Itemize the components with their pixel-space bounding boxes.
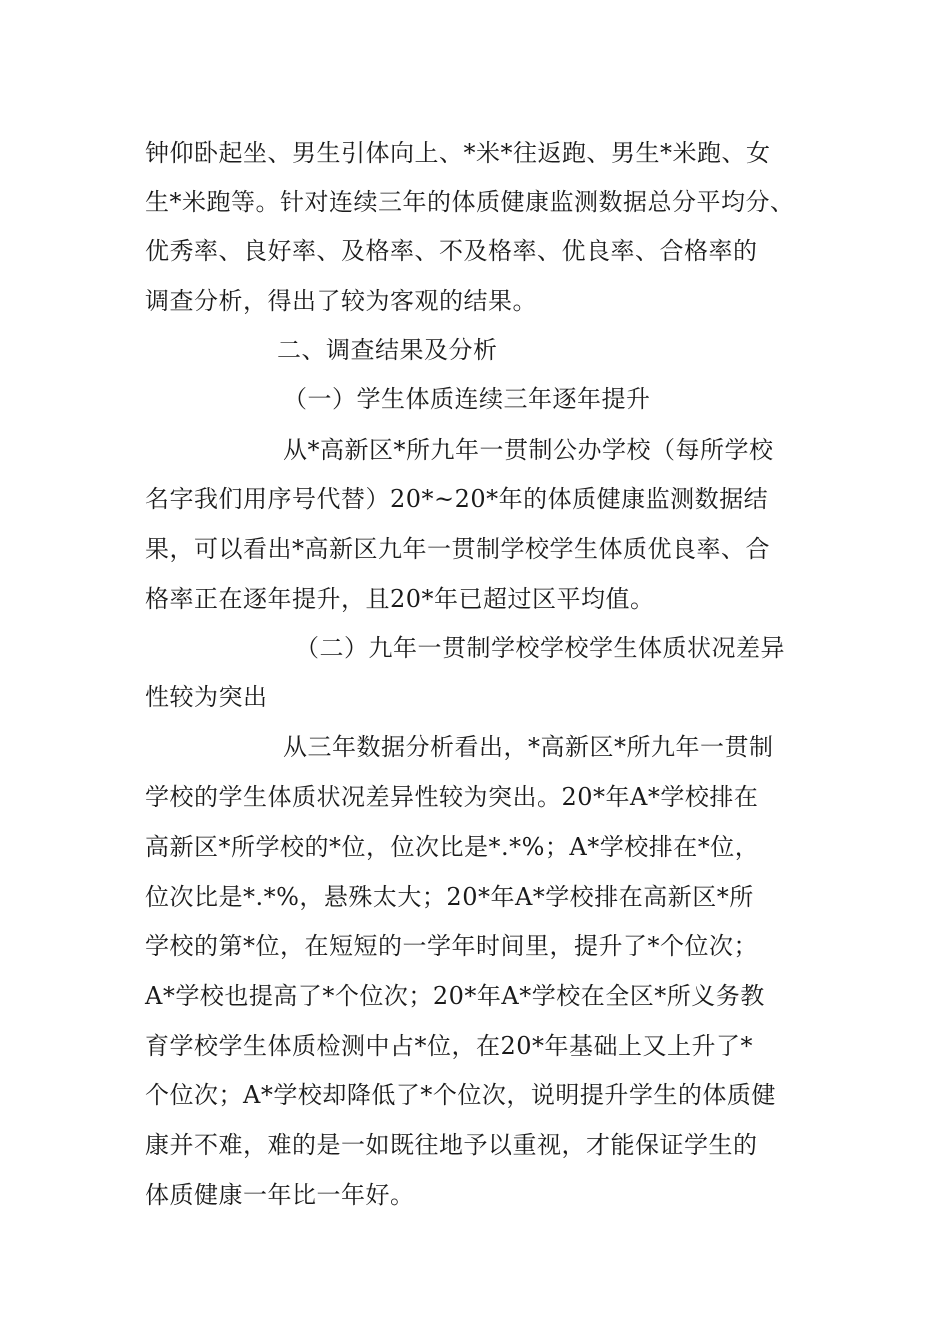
paragraph-line: 学校的第*位，在短短的一学年时间里，提升了*个位次；: [145, 932, 758, 960]
paragraph-line: 名字我们用序号代替）20*~20*年的体质健康监测数据结: [145, 485, 769, 513]
paragraph-line: 钟仰卧起坐、男生引体向上、*米*往返跑、男生*米跑、女: [145, 139, 771, 167]
paragraph-line: 果，可以看出*高新区九年一贯制学校学生体质优良率、合: [145, 535, 770, 563]
paragraph-line: 位次比是*.*%，悬殊太大；20*年A*学校排在高新区*所: [145, 883, 754, 911]
paragraph-line: A*学校也提高了*个位次；20*年A*学校在全区*所义务教: [145, 982, 765, 1010]
paragraph-line: 从三年数据分析看出，*高新区*所九年一贯制: [283, 733, 774, 761]
paragraph-line: 学校的学生体质状况差异性较为突出。20*年A*学校排在: [145, 783, 759, 811]
paragraph-line: 康并不难，难的是一如既往地予以重视，才能保证学生的: [145, 1131, 758, 1159]
paragraph-line: 从*高新区*所九年一贯制公办学校（每所学校: [283, 436, 774, 464]
paragraph-line: 调查分析，得出了较为客观的结果。: [145, 287, 537, 315]
section-heading: 二、调查结果及分析: [277, 336, 498, 364]
paragraph-line: 个位次；A*学校却降低了*个位次，说明提升学生的体质健: [145, 1081, 776, 1109]
paragraph-line: 生*米跑等。针对连续三年的体质健康监测数据总分平均分、: [145, 188, 795, 216]
paragraph-line: 育学校学生体质检测中占*位，在20*年基础上又上升了*: [145, 1032, 754, 1060]
paragraph-line: 高新区*所学校的*位，位次比是*.*%；A*学校排在*位，: [145, 833, 760, 861]
paragraph-line: 格率正在逐年提升，且20*年已超过区平均值。: [145, 585, 655, 613]
subsection-heading-cont: 性较为突出: [145, 683, 268, 711]
paragraph-line: 优秀率、良好率、及格率、不及格率、优良率、合格率的: [145, 237, 758, 265]
subsection-heading: （一）学生体质连续三年逐年提升: [283, 385, 651, 413]
subsection-heading: （二）九年一贯制学校学校学生体质状况差异: [295, 634, 785, 662]
paragraph-line: 体质健康一年比一年好。: [145, 1181, 415, 1209]
